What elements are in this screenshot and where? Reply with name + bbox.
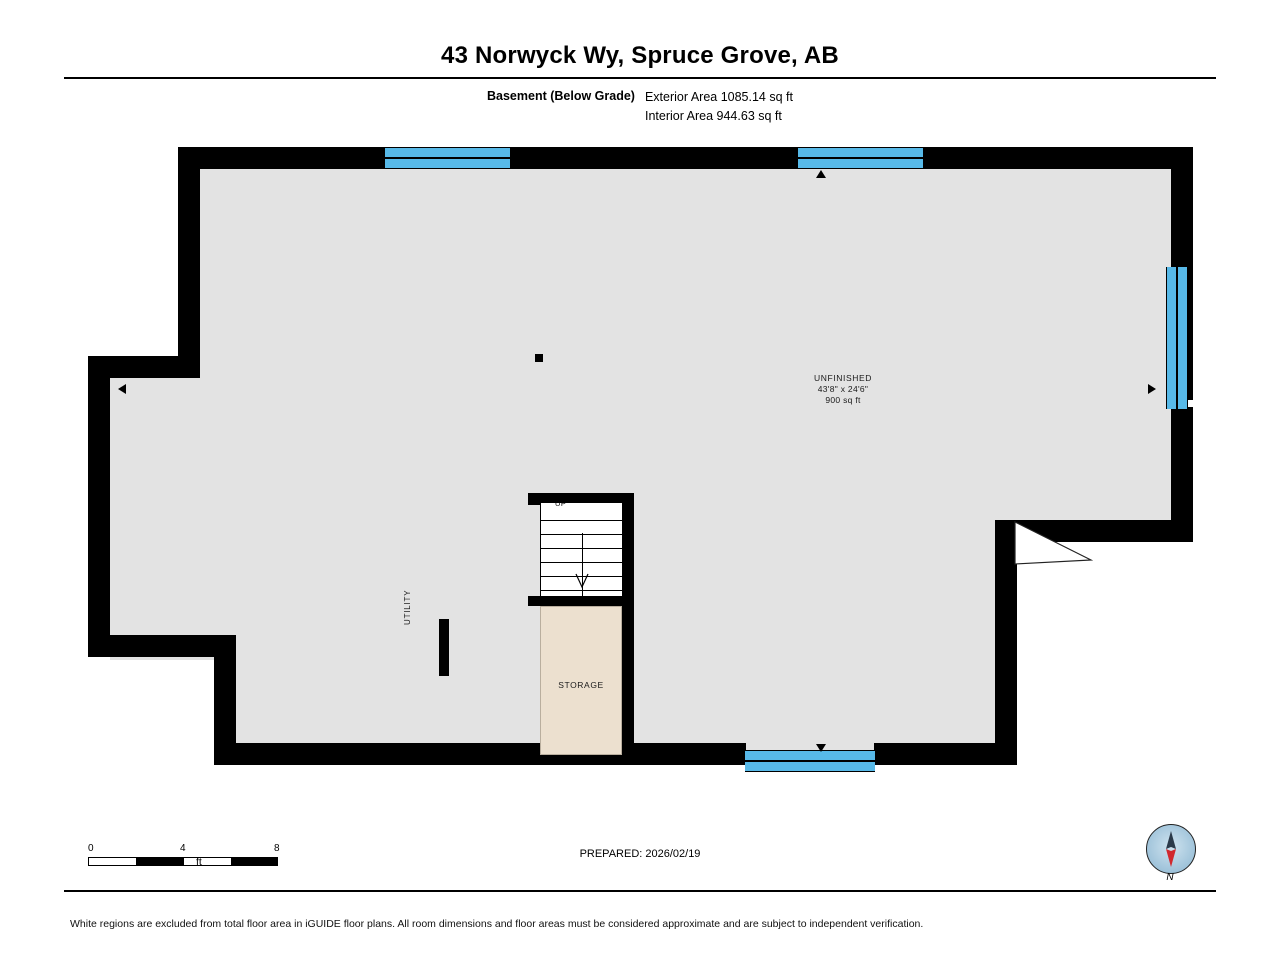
stair-arrow-head [575, 573, 589, 594]
window-bottom [745, 750, 875, 772]
scale-tick-2: 8 [274, 843, 280, 854]
wall-left-jog [88, 635, 236, 657]
room-area-unfinished: 900 sq ft [825, 395, 861, 405]
utility-partition [439, 619, 449, 676]
window-top-left [385, 147, 510, 169]
wall-bottom-right [874, 743, 1017, 765]
stair-wall-right [622, 493, 634, 765]
wall-upper-left-vert [178, 147, 200, 378]
scale-unit-label: ft [196, 856, 202, 868]
disclaimer-text: White regions are excluded from total floor area in iGUIDE floor plans. All room dimensions and floor areas must be considered approximate and are subject to independent verification. [70, 918, 924, 930]
room-name-storage: STORAGE [558, 680, 604, 690]
marker-right [1148, 384, 1156, 394]
compass-icon [1146, 824, 1196, 874]
prepared-date: PREPARED: 2026/02/19 [579, 848, 701, 860]
exterior-area: Exterior Area 1085.14 sq ft [644, 90, 793, 104]
interior-area: Interior Area 944.63 sq ft [644, 109, 782, 123]
compass-north-label: N [1166, 872, 1174, 883]
room-name-unfinished: UNFINISHED [814, 373, 872, 383]
plan-summary [0, 88, 1280, 126]
marker-left [118, 384, 126, 394]
door-swing-patio [1013, 520, 1093, 565]
page-title: 43 Norwyck Wy, Spruce Grove, AB [441, 42, 839, 69]
wall-bottom-left [214, 743, 746, 765]
marker-bottom [816, 744, 826, 752]
title-divider [64, 77, 1216, 79]
room-label-utility [403, 590, 412, 625]
room-label-storage [540, 680, 622, 691]
stair-direction-label: UP [555, 499, 567, 508]
scale-tick-0: 0 [88, 843, 94, 854]
room-name-utility: UTILITY [403, 589, 412, 625]
floor-plan [0, 130, 1280, 810]
stair-wall-top [528, 493, 634, 503]
room-dimensions-unfinished: 43'8" x 24'6" [817, 384, 869, 394]
window-top-right [798, 147, 923, 169]
floor-fill-main [200, 166, 1175, 541]
marker-top [816, 170, 826, 178]
room-label-unfinished [723, 373, 963, 406]
stair-wall-bottom [528, 596, 634, 606]
wall-top [178, 147, 1193, 169]
support-post [535, 354, 543, 362]
floor-fill-lower-left [110, 365, 220, 660]
window-right [1166, 267, 1188, 409]
wall-left-upper [88, 356, 110, 657]
footer-divider [64, 890, 1216, 892]
level-label: Basement (Below Grade) [487, 89, 635, 103]
scale-tick-1: 4 [180, 843, 186, 854]
